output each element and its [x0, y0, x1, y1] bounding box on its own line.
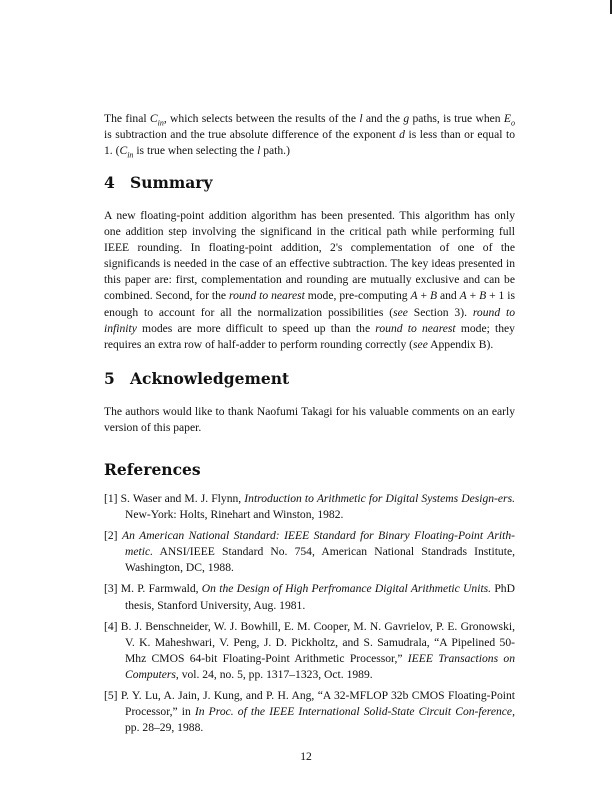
text-run: , pp. 28–29, 1988.: [125, 705, 515, 735]
italic-text: IEEE Transactions on Computers: [125, 651, 515, 681]
math-symbol: l: [359, 112, 363, 125]
text-run: and: [437, 289, 460, 303]
text-run: , which selects between the results of the: [163, 112, 360, 125]
section-number: 5: [104, 369, 115, 388]
section-number: 4: [104, 173, 115, 192]
math-symbol: B: [429, 289, 438, 303]
text-run: [3] M. P. Farmwald,: [104, 582, 202, 596]
text-run: [4] B. J. Benschneider, W. J. Bowhill, E. M. Cooper, M. N. Gavrielov, P. E. Gronowski, V. K. Maheshwari, V. Peng, J. D. Pickholtz, and S. Samudrala, “A Pipelined 50-Mhz CMOS 64-bit Floating-Point Arithmetic Processor,”: [104, 619, 515, 665]
text-run: mode, pre-computing: [304, 289, 411, 303]
text-run: [1] S. Waser and M. J. Flynn,: [104, 492, 245, 505]
text-run: Section 3).: [407, 305, 473, 319]
text-run: mode; they requires an extra row of half-adder to perform rounding correctly (: [104, 321, 515, 351]
reference-item: [104, 491, 515, 523]
text-run: path.): [260, 144, 290, 158]
text-run: A new floating-point addition algorithm has been presented. This algorithm has only one addition step involving the significand in the critical path while performing full IEEE rounding. In floating-point addition, 2's complementation of one of the significands is needed in the case of an effective subtraction. The key ideas presented in this paper are: first, complementation and rounding are mutually exclusive and can be combined. Second, for the: [104, 209, 515, 303]
text-run: paths, is true when: [409, 112, 504, 125]
italic-text: round to infinity: [104, 305, 516, 335]
summary-paragraph: [104, 208, 515, 353]
reference-list: [104, 491, 515, 741]
acknowledgement-paragraph: [104, 404, 515, 436]
section-title: Summary: [130, 173, 213, 192]
text-run: +: [417, 289, 430, 303]
text-run: and the: [362, 112, 404, 125]
italic-text: round to nearest: [375, 321, 456, 335]
math-symbol: g: [403, 112, 410, 125]
math-symbol: C: [119, 144, 128, 158]
math-symbol: C: [149, 112, 158, 125]
section-5-heading: [104, 369, 289, 388]
math-symbol: E: [503, 112, 512, 125]
italic-text: On the Design of High Perfromance Digital Arithmetic Units.: [201, 582, 492, 596]
math-symbol: d: [399, 128, 405, 142]
italic-text: An American National Standard: IEEE Standard for Binary Floating-Point Arith-metic.: [121, 529, 516, 559]
text-run: ANSI/IEEE Standard No. 754, American National Standrads Institute, Washington, DC, 1988.: [125, 545, 515, 575]
section-4-heading: [104, 173, 212, 192]
text-run: +: [466, 289, 480, 303]
italic-text: see: [393, 305, 408, 319]
text-run: PhD thesis, Stanford University, Aug. 1981.: [125, 582, 515, 612]
references-heading: References: [104, 460, 201, 479]
text-run: is subtraction and the true absolute difference of the exponent: [104, 128, 400, 142]
reference-item: [104, 581, 515, 613]
math-symbol: B: [479, 289, 487, 303]
math-symbol: l: [257, 144, 261, 158]
text-run: Appendix B).: [427, 337, 494, 351]
text-run: New-York: Holts, Rinehart and Winston, 1982.: [125, 508, 344, 522]
italic-text: In Proc. of the IEEE International Solid-State Circuit Con-ference: [194, 705, 513, 719]
text-run: [2]: [104, 529, 122, 543]
section-title: Acknowledgement: [130, 369, 290, 388]
math-symbol: A: [459, 289, 467, 303]
text-run: is less than or equal to 1. (: [104, 128, 515, 158]
math-symbol: A: [410, 289, 418, 303]
reference-item: [104, 688, 515, 736]
text-run: The authors would like to thank Naofumi Takagi for his valuable comments on an early version of this paper.: [104, 405, 515, 435]
text-run: [5] P. Y. Lu, A. Jain, J. Kung, and P. H. Ang, “A 32-MFLOP 32b CMOS Floating-Point Processor,” in: [104, 689, 515, 719]
italic-text: Introduction to Arithmetic for Digital Systems Design-ers.: [244, 492, 515, 505]
reference-item: [104, 619, 515, 683]
italic-text: see: [413, 337, 428, 351]
text-run: + 1 is enough to account for all the normalization possibilities (: [104, 289, 516, 319]
text-run: The final: [104, 112, 150, 125]
italic-text: round to nearest: [229, 289, 305, 303]
text-run: is true when selecting the: [133, 144, 258, 158]
text-run: , vol. 24, no. 5, pp. 1317–1323, Oct. 1989.: [175, 667, 373, 681]
subscript: o: [511, 118, 516, 128]
reference-item: [104, 528, 515, 576]
subscript: in: [127, 150, 134, 160]
subscript: in: [157, 118, 164, 128]
intro-paragraph: [104, 111, 515, 159]
text-run: modes are more difficult to speed up than the: [136, 321, 376, 335]
page-number: 12: [300, 750, 312, 763]
